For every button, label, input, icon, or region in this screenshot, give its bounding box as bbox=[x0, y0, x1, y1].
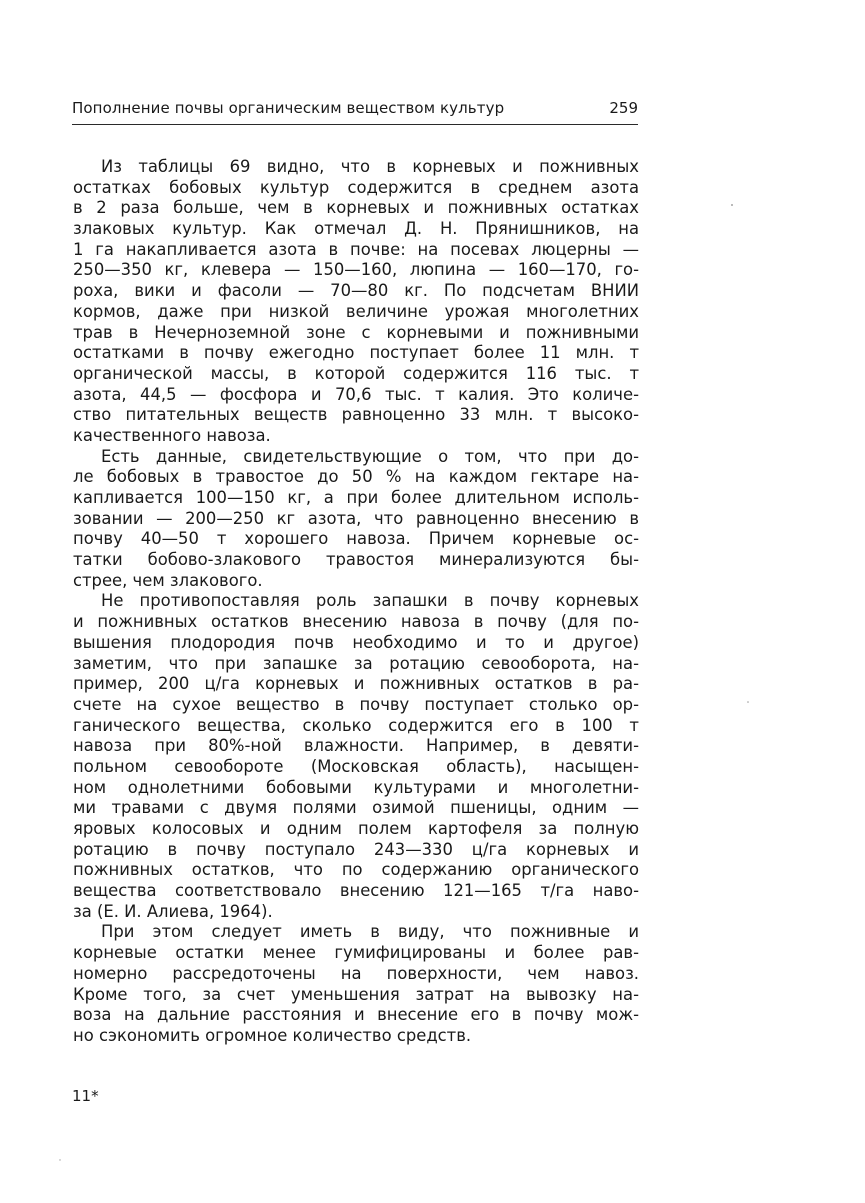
text-line: польном севообороте (Московская область), насыщен- bbox=[73, 756, 639, 776]
text-line: 250—350 кг, клевера — 150—160, люпина — 160—170, го- bbox=[73, 260, 639, 280]
page-number: 259 bbox=[609, 99, 638, 117]
text-line: корневые остатки менее гумифицированы и более рав- bbox=[73, 943, 639, 963]
text-line: за (Е. И. Алиева, 1964). bbox=[73, 901, 273, 921]
text-line: Есть данные, свидетельствующие о том, что при до- bbox=[101, 446, 639, 466]
text-line: органической массы, в которой содержится 116 тыс. т bbox=[73, 363, 639, 383]
text-line: татки бобово-злакового травостоя минерализуются бы- bbox=[73, 550, 639, 570]
text-line: Не противопоставляя роль запашки в почву корневых bbox=[101, 591, 639, 611]
text-line: кормов, даже при низкой величине урожая многолетних bbox=[73, 301, 639, 321]
text-line: ле бобовых в травостое до 50 % на каждом гектаре на- bbox=[73, 467, 639, 487]
text-line: азота, 44,5 — фосфора и 70,6 тыс. т калия. Это количе- bbox=[73, 384, 639, 404]
paragraph bbox=[73, 922, 639, 1046]
text-line: номерно рассредоточены на поверхности, чем навоз. bbox=[73, 963, 639, 983]
paragraph bbox=[73, 447, 639, 592]
text-line: вещества соответствовало внесению 121—165 т/га наво- bbox=[73, 881, 639, 901]
running-head bbox=[72, 98, 638, 122]
text-line: вышения плодородия почв необходимо и то и другое) bbox=[73, 632, 639, 652]
text-line: стрее, чем злакового. bbox=[73, 570, 263, 590]
text-line: Кроме того, за счет уменьшения затрат на вывозку на- bbox=[73, 984, 639, 1004]
paragraph bbox=[73, 591, 639, 922]
text-line: пример, 200 ц/га корневых и пожнивных остатков в ра- bbox=[73, 674, 639, 694]
text-line: трав в Нечерноземной зоне с корневыми и пожнивными bbox=[73, 322, 639, 342]
text-line: остатках бобовых культур содержится в среднем азота bbox=[73, 177, 639, 197]
running-title: Пополнение почвы органическим веществом культур bbox=[72, 99, 505, 117]
text-line: заметим, что при запашке за ротацию севооборота, на- bbox=[73, 653, 639, 673]
signature-mark: 11* bbox=[72, 1087, 99, 1105]
text-line: зовании — 200—250 кг азота, что равноценно внесению в bbox=[73, 508, 639, 528]
text-line: злаковых культур. Как отмечал Д. Н. Прянишников, на bbox=[73, 219, 639, 239]
text-line: ном однолетними бобовыми культурами и многолетни- bbox=[73, 777, 639, 797]
text-line: роха, вики и фасоли — 70—80 кг. По подсчетам ВНИИ bbox=[73, 281, 639, 301]
paragraph bbox=[73, 157, 639, 447]
text-line: воза на дальние расстояния и внесение его в почву мож- bbox=[73, 1005, 639, 1025]
text-line: счете на сухое вещество в почву поступает столько ор- bbox=[73, 694, 639, 714]
body-text bbox=[73, 157, 639, 1047]
text-line: качественного навоза. bbox=[73, 425, 271, 445]
text-line: навоза при 80%-ной влажности. Например, в девяти- bbox=[73, 736, 639, 756]
text-line: остатками в почву ежегодно поступает более 11 млн. т bbox=[73, 343, 639, 363]
text-line: ми травами с двумя полями озимой пшеницы, одним — bbox=[73, 798, 639, 818]
text-line: Из таблицы 69 видно, что в корневых и пожнивных bbox=[101, 157, 639, 176]
text-line: почву 40—50 т хорошего навоза. Причем корневые ос- bbox=[73, 529, 639, 549]
text-line: При этом следует иметь в виду, что пожнивные и bbox=[101, 922, 639, 942]
text-line: и пожнивных остатков внесению навоза в почву (для по- bbox=[73, 612, 639, 632]
text-line: ганического вещества, сколько содержится его в 100 т bbox=[73, 715, 639, 735]
text-line: ство питательных веществ равноценно 33 млн. т высоко- bbox=[73, 405, 639, 425]
header-rule bbox=[72, 124, 638, 125]
text-line: 1 га накапливается азота в почве: на посевах люцерны — bbox=[73, 239, 639, 259]
text-line: но сэкономить огромное количество средств. bbox=[73, 1025, 472, 1045]
text-line: в 2 раза больше, чем в корневых и пожнивных остатках bbox=[73, 198, 639, 218]
text-line: капливается 100—150 кг, а при более длительном исполь- bbox=[73, 488, 639, 507]
text-line: яровых колосовых и одним полем картофеля за полную bbox=[73, 819, 639, 838]
text-line: пожнивных остатков, что по содержанию органического bbox=[73, 860, 639, 880]
text-line: ротацию в почву поступало 243—330 ц/га корневых и bbox=[73, 839, 639, 859]
